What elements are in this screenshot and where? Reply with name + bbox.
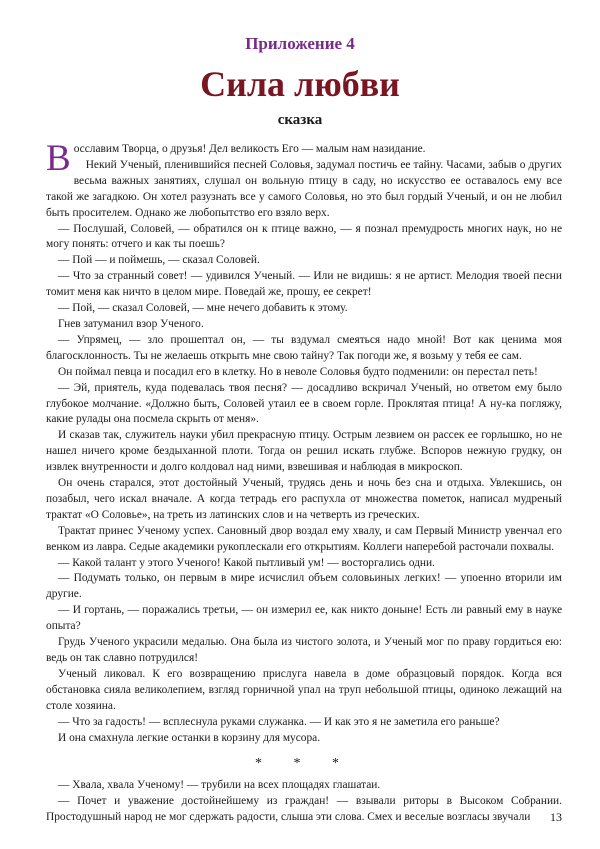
paragraph: — Послушай, Соловей, — обратился он к птице важно, — я познал премудрость многих наук, но не могу понять: отчего и как ты поешь? [46, 222, 562, 251]
paragraph: — Хвала, хвала Ученому! — трубили на всех площадях глашатаи. [58, 779, 381, 792]
opening-paragraph [46, 138, 562, 179]
paragraph: — Что за странный совет! — удивился Ученый. — Или не видишь: я не артист. Мелодия твоей песни томит меня как ничто в целом мире. Поведай же, прошу, ее секрет! [46, 270, 562, 299]
story-title: Сила любви [200, 64, 400, 104]
paragraph: Он поймал певца и посадил его в клетку. Но в неволе Соловья будто подменили: он перестал петь! [58, 365, 538, 378]
paragraph: Ученый ликовал. К его возвращению прислуга навела в доме образцовый порядок. Когда вся обстановка сияла великолепием, взгляд горничной упал на труп небольшой птицы, одиноко лежащий на столе хозяина. [46, 667, 562, 712]
paragraph: — И гортань, — поражались третьи, — он измерил ее, как никто доныне! Есть ли равный ему в науке опыта? [46, 604, 562, 633]
section-separator: * * * [255, 756, 353, 772]
paragraph: — Какой талант у этого Ученого! Какой пытливый ум! — восторгались одни. [58, 556, 435, 569]
paragraph: И сказав так, служитель науки убил прекрасную птицу. Острым лезвием он рассек ее горлышко, но не нашел ничего кроме бездыханной плоти. Тогда он решил искать глубже. Вспоров нежную грудку, он извлек внутренности и долго колдовал над ними, взвешивая и наблюдая в микроскоп. [46, 429, 562, 474]
paragraph: Грудь Ученого украсили медалью. Она была из чистого золота, и Ученый мог по праву гордиться ею: ведь он так славно потрудился! [46, 636, 562, 664]
paragraph: И она смахнула легкие останки в корзину для мусора. [58, 731, 321, 744]
story-genre: сказка [277, 112, 323, 128]
opening-line: осславим Творца, о друзья! Дел великость Его — малым нам назидание. [73, 143, 426, 155]
paragraph: — Почет и уважение достойнейшему из граждан! — взывали риторы в Высоком Собрании. Простодушный народ не мог сдержать радости, слыша эти слова. Смех и веселые возгласы звучали [46, 795, 562, 824]
drop-cap: В [46, 138, 71, 179]
paragraph: — Пой, — сказал Соловей, — мне нечего добавить к этому. [58, 302, 348, 315]
paragraph: — Упрямец, — зло прошептал он, — ты вздумал смеяться надо мной! Вот как ценима моя благосклонность. Ты не желаешь открыть мне свою тайну? Так погоди же, я возьму у тебя ее сам. [46, 333, 562, 362]
paragraph: — Эй, приятель, куда подевалась твоя песня? — досадливо вскричал Ученый, но ответом ему было глубокое молчание. «Должно быть, Соловей утаил ее в своем горле. Проклятая птица! А ну-ка погляжу, какие рулады она посмела скрыть от меня». [46, 381, 562, 426]
page-number: 13 [550, 810, 562, 824]
paragraph: Он очень старался, этот достойный Ученый, трудясь день и ночь без сна и отдыха. Увлекшись, он позабыл, чего искал вначале. А когда тетрадь его распухла от множества пометок, написал мудреный трактат «О Соловье», на треть из латинских слов и на четверть из греческих. [46, 477, 562, 521]
paragraph: Гнев затуманил взор Ученого. [58, 317, 204, 330]
paragraph: — Пой — и поймешь, — сказал Соловей. [58, 254, 260, 267]
story-text [46, 138, 562, 826]
paragraph: — Что за гадость! — всплеснула руками служанка. — И как это я не заметила его раньше? [58, 715, 500, 728]
paragraph: Некий Ученый, пленившийся песней Соловья, задумал постичь ее тайну. Часами, забыв о других весьма важных занятиях, слушал он вольную птицу в саду, но искусство ее оставалось ему все такой же загадкою. Он хотел разузнать все у самого Соловья, но это был гордый Ученый, и он не любил быть просителем. Однако же любопытство его взяло верх. [46, 158, 562, 219]
appendix-label: Приложение 4 [245, 34, 355, 53]
paragraph: Трактат принес Ученому успех. Сановный двор воздал ему хвалу, и сам Первый Министр увенчал его венком из лавра. Седые академики рукоплескали его открытиям. Коллеги наперебой расточали похвалы. [46, 524, 562, 553]
paragraph: — Подумать только, он первым в мире исчислил объем соловьиных легких! — упоенно вторили им другие. [46, 572, 562, 601]
